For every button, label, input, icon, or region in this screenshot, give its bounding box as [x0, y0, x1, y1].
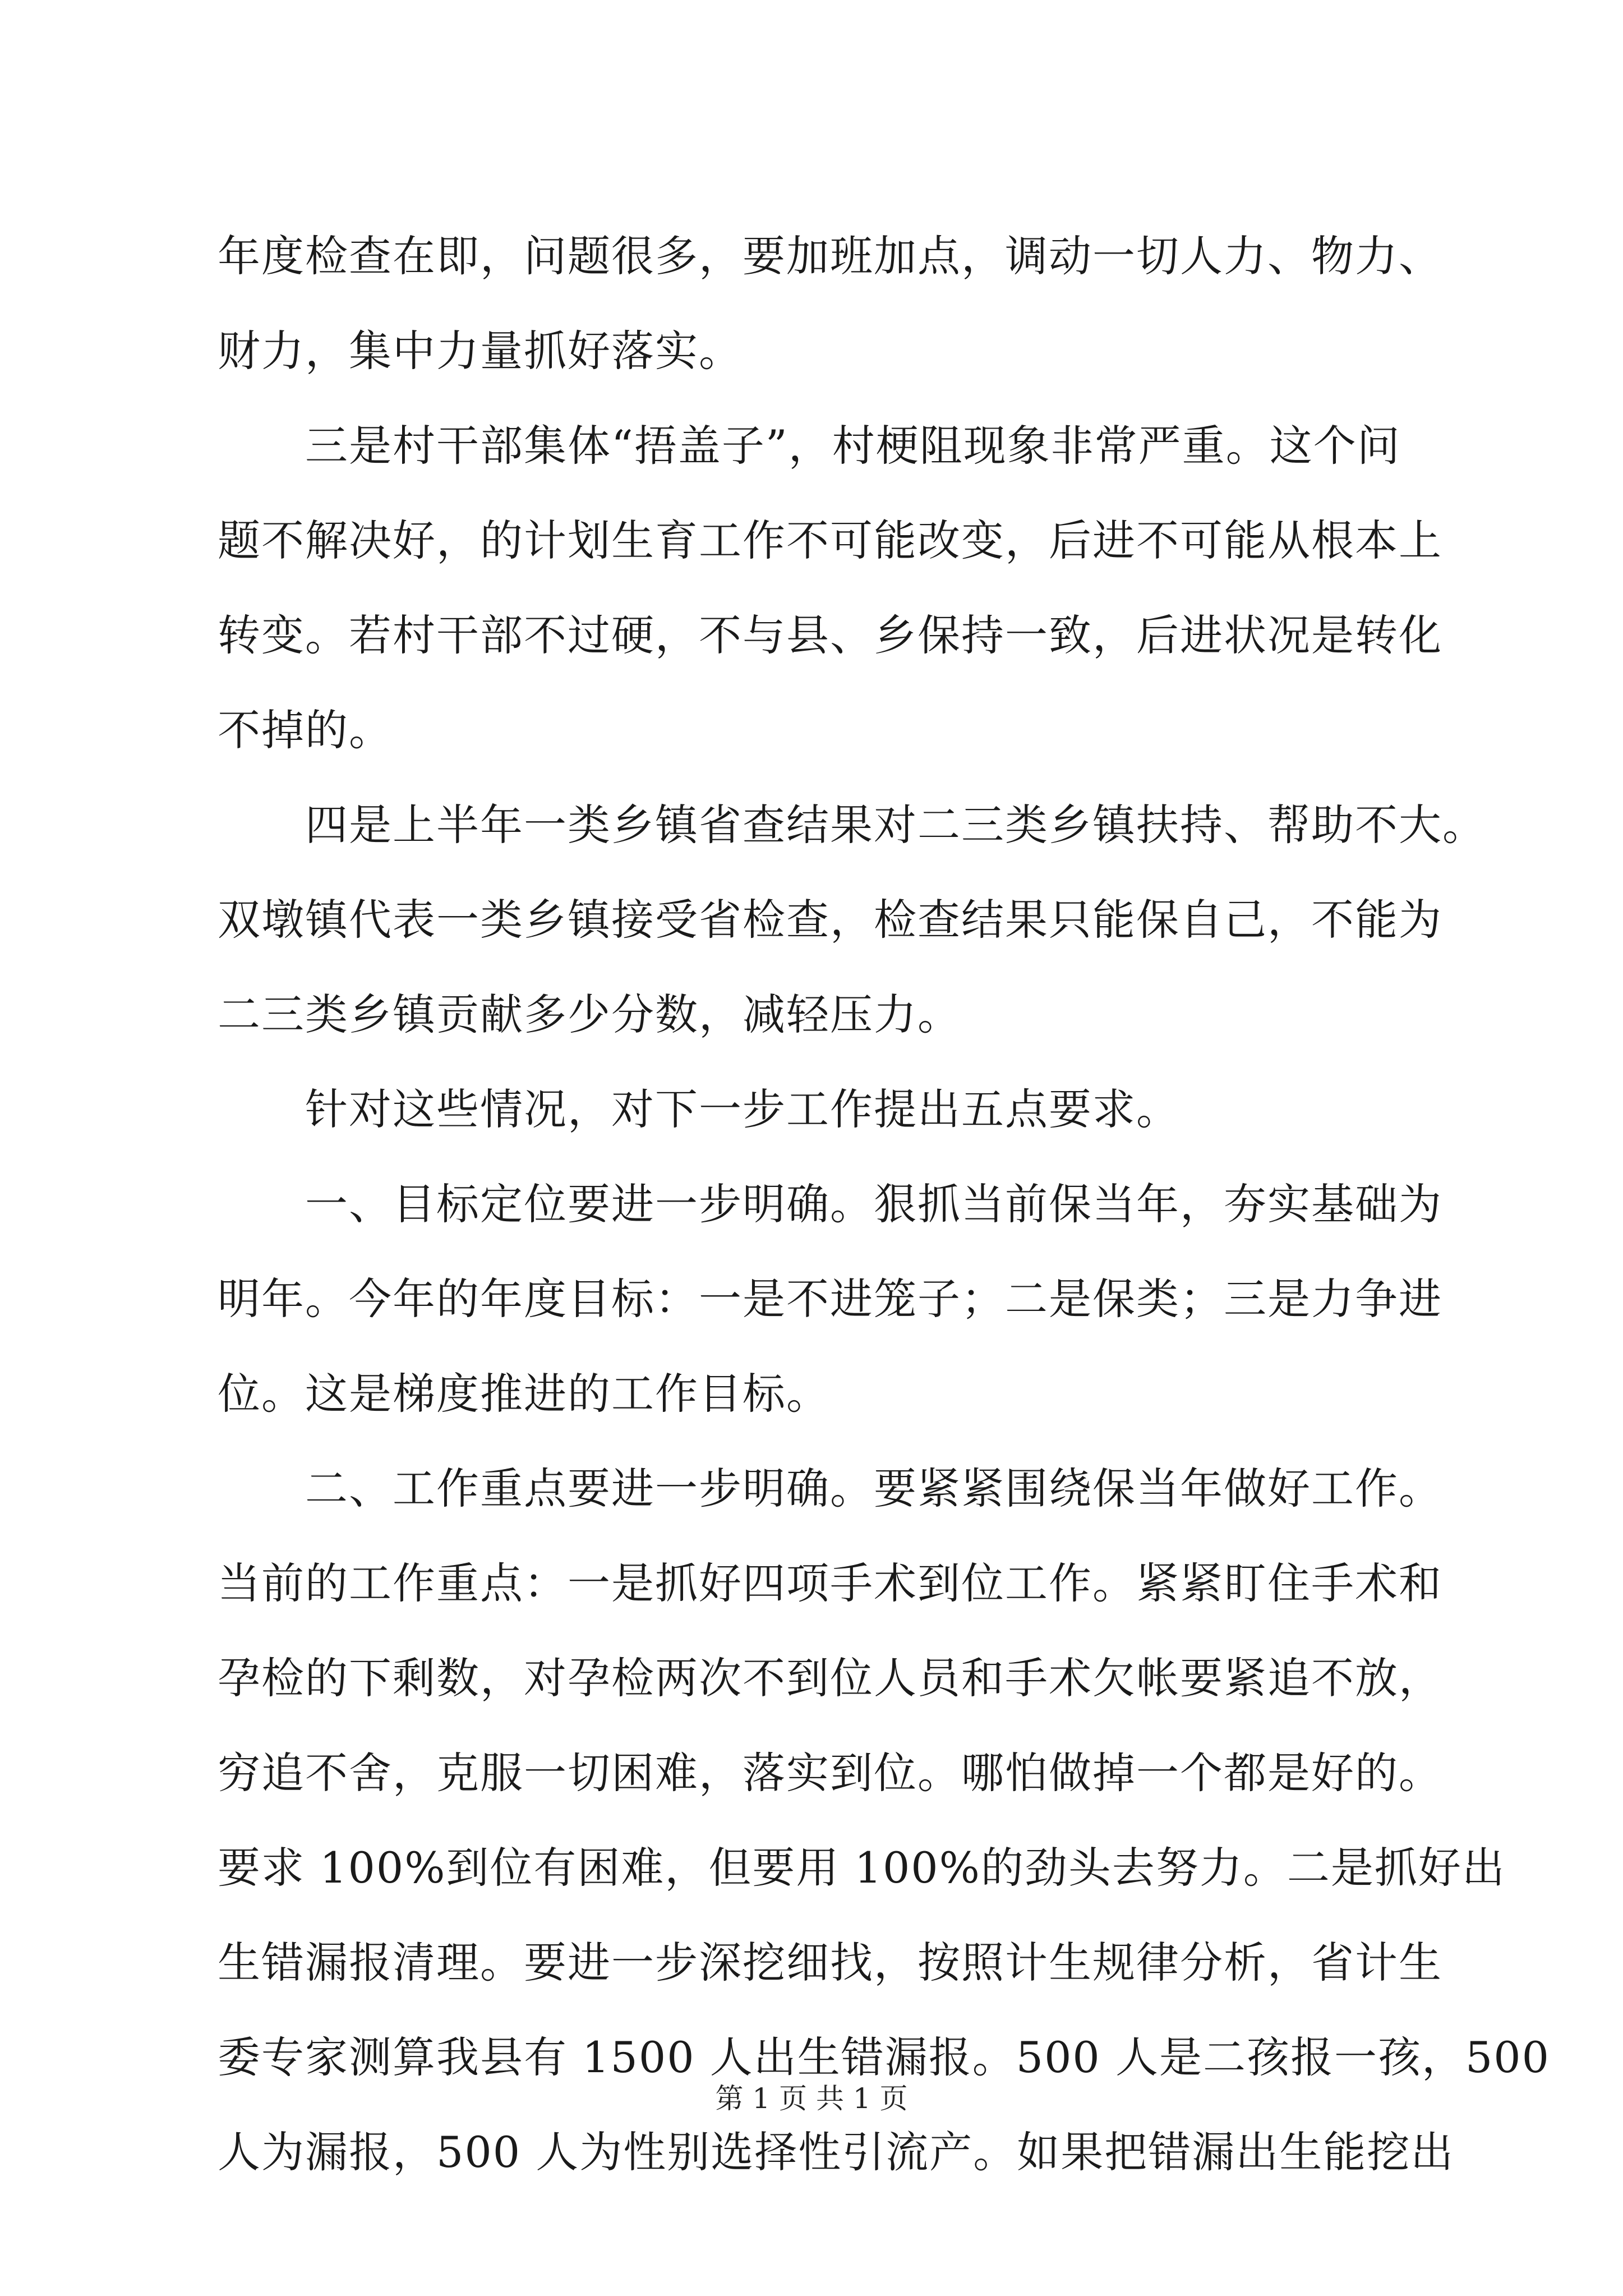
text-line: 位。这是梯度推进的工作目标。: [218, 1369, 830, 1419]
text-line: 四是上半年一类乡镇省查结果对二三类乡镇扶持、帮助不大。: [218, 800, 1486, 850]
text-line: 年度检查在即，问题很多，要加班加点，调动一切人力、物力、: [218, 231, 1442, 281]
text-line: 转变。若村干部不过硬，不与县、乡保持一致，后进状况是转化: [218, 610, 1442, 660]
text-line: 一、目标定位要进一步明确。狠抓当前保当年，夯实基础为: [218, 1179, 1442, 1229]
text-line: 题不解决好，的计划生育工作不可能改变，后进不可能从根本上: [218, 516, 1442, 565]
text-line: 二三类乡镇贡献多少分数，减轻压力。: [218, 990, 961, 1039]
text-line: 穷追不舍，克服一切困难，落实到位。哪怕做掉一个都是好的。: [218, 1748, 1442, 1798]
text-line: 财力，集中力量抓好落实。: [218, 326, 743, 376]
text-line: 委专家测算我县有 1500 人出生错漏报。500 人是二孩报一孩，500: [218, 2032, 1551, 2082]
text-line: 针对这些情况，对下一步工作提出五点要求。: [218, 1084, 1180, 1134]
page-footer: [0, 2079, 1623, 2118]
text-line: 要求 100%到位有困难，但要用 100%的劲头去努力。二是抓好出: [218, 1843, 1506, 1893]
text-line: 生错漏报清理。要进一步深挖细找，按照计生规律分析，省计生: [218, 1938, 1442, 1987]
text-line: 人为漏报，500 人为性别选择性引流产。如果把错漏出生能挖出: [218, 2127, 1455, 2177]
text-line: 二、工作重点要进一步明确。要紧紧围绕保当年做好工作。: [218, 1464, 1442, 1513]
text-line: 不掉的。: [218, 705, 393, 755]
text-line: 孕检的下剩数，对孕检两次不到位人员和手术欠帐要紧追不放，: [218, 1653, 1442, 1703]
text-line: 双墩镇代表一类乡镇接受省检查，检查结果只能保自己，不能为: [218, 895, 1442, 945]
document-body: [218, 209, 1551, 2200]
text-line: 三是村干部集体“捂盖子”，村梗阻现象非常严重。这个问: [218, 421, 1401, 471]
text-line: 明年。今年的年度目标：一是不进笼子；二是保类；三是力争进: [218, 1274, 1442, 1324]
text-line: 当前的工作重点：一是抓好四项手术到位工作。紧紧盯住手术和: [218, 1558, 1442, 1608]
page-number-label: 第 1 页 共 1 页: [715, 2082, 908, 2115]
